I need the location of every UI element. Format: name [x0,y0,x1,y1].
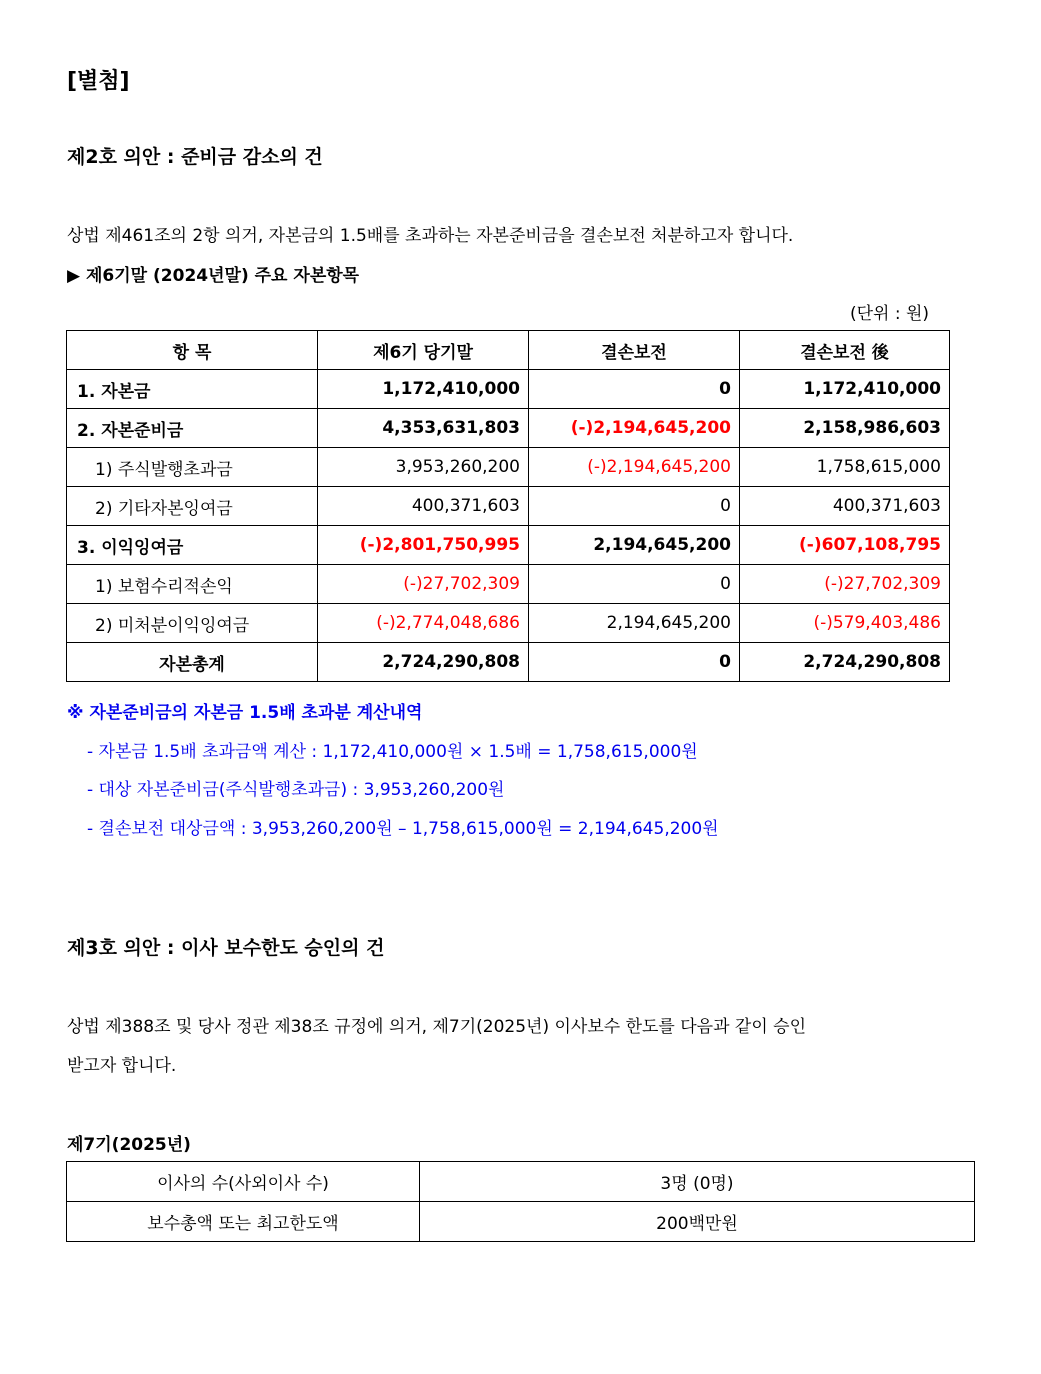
row-after-value: 400,371,603 [740,487,950,526]
table-row [67,448,950,487]
row-deficit-value: 0 [529,370,740,409]
row-current-value: 3,953,260,200 [318,448,529,487]
table-row [67,1162,975,1202]
agenda2-description: 상법 제461조의 2항 의거, 자본금의 1.5배를 초과하는 자본준비금을 결손보전 처분하고자 합니다. [67,226,794,246]
agenda2-subtitle [67,261,359,286]
row-item-label: 1) 주식발행초과금 [67,448,318,487]
row-current-value: 2,724,290,808 [318,643,529,682]
row-item-label: 1) 보험수리적손익 [67,565,318,604]
agenda2-title: 제2호 의안 : 준비금 감소의 건 [67,146,323,168]
row-deficit-value: (-)2,194,645,200 [529,448,740,487]
row-item-label: 2. 자본준비금 [67,409,318,448]
col-header-deficit: 결손보전 [529,331,740,370]
calculation-note-title: ※ 자본준비금의 자본금 1.5배 초과분 계산내역 [67,703,423,723]
row-item-label: 2) 미처분이익잉여금 [67,604,318,643]
row-after-value: 1,758,615,000 [740,448,950,487]
col-header-after: 결손보전 後 [740,331,950,370]
row-current-value: (-)2,774,048,686 [318,604,529,643]
director-count-label: 이사의 수(사외이사 수) [67,1162,420,1202]
row-current-value: 1,172,410,000 [318,370,529,409]
triangle-marker-icon: ▶ [67,266,81,286]
table-row [67,409,950,448]
table-row [67,643,950,682]
row-current-value: (-)27,702,309 [318,565,529,604]
row-deficit-value: (-)2,194,645,200 [529,409,740,448]
row-after-value: (-)579,403,486 [740,604,950,643]
col-header-current: 제6기 당기말 [318,331,529,370]
col-header-item: 항 목 [67,331,318,370]
row-after-value: 2,724,290,808 [740,643,950,682]
row-current-value: (-)2,801,750,995 [318,526,529,565]
period-label: 제7기(2025년) [67,1135,191,1155]
agenda2-subtitle-text: 제6기말 (2024년말) 주요 자본항목 [86,266,360,286]
unit-label: (단위 : 원) [850,304,930,324]
row-deficit-value: 0 [529,565,740,604]
row-current-value: 400,371,603 [318,487,529,526]
compensation-limit-label: 보수총액 또는 최고한도액 [67,1202,420,1242]
table-row [67,604,950,643]
calculation-note-line: - 결손보전 대상금액 : 3,953,260,200원 – 1,758,615,000원 = 2,194,645,200원 [87,819,719,839]
row-after-value: 2,158,986,603 [740,409,950,448]
director-count-value: 3명 (0명) [420,1162,975,1202]
table-row [67,565,950,604]
table-row [67,526,950,565]
row-item-label: 2) 기타자본잉여금 [67,487,318,526]
row-deficit-value: 2,194,645,200 [529,604,740,643]
calculation-note-line: - 대상 자본준비금(주식발행초과금) : 3,953,260,200원 [87,780,505,800]
table-row [67,487,950,526]
table-header-row [67,331,950,370]
row-deficit-value: 2,194,645,200 [529,526,740,565]
row-deficit-value: 0 [529,487,740,526]
agenda3-description: 상법 제388조 및 당사 정관 제38조 규정에 의거, 제7기(2025년) 이사보수 한도를 다음과 같이 승인 [67,1017,807,1037]
attachment-title: [별첨] [67,69,130,94]
director-compensation-table [66,1161,975,1242]
row-after-value: (-)27,702,309 [740,565,950,604]
row-current-value: 4,353,631,803 [318,409,529,448]
table-row [67,370,950,409]
row-item-label: 3. 이익잉여금 [67,526,318,565]
table-row [67,1202,975,1242]
compensation-limit-value: 200백만원 [420,1202,975,1242]
row-deficit-value: 0 [529,643,740,682]
calculation-note-line: - 자본금 1.5배 초과금액 계산 : 1,172,410,000원 × 1.5배 = 1,758,615,000원 [87,742,698,762]
row-after-value: 1,172,410,000 [740,370,950,409]
row-after-value: (-)607,108,795 [740,526,950,565]
row-item-label: 자본총계 [67,643,318,682]
agenda3-title: 제3호 의안 : 이사 보수한도 승인의 건 [67,937,385,959]
row-item-label: 1. 자본금 [67,370,318,409]
agenda3-description-cont: 받고자 합니다. [67,1056,177,1076]
capital-items-table [66,330,950,682]
